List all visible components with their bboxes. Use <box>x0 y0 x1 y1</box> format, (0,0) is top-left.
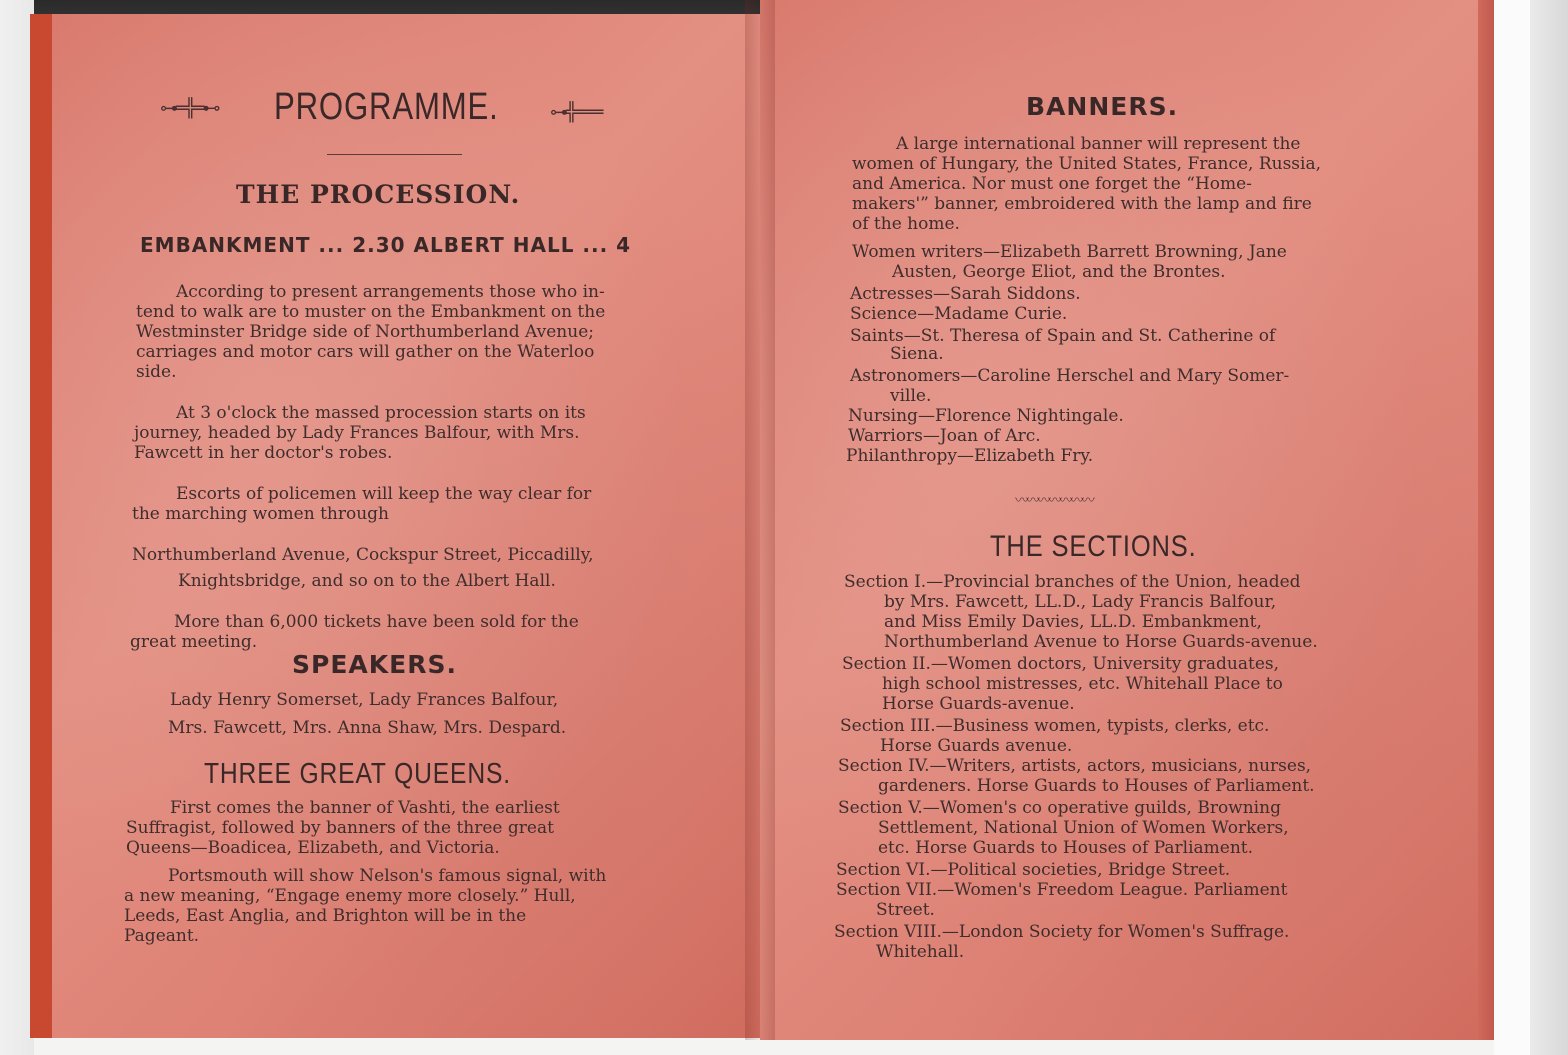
scanner-edge <box>1530 0 1568 1055</box>
banners-intro-line: and America. Nor must one forget the “Home- <box>852 174 1252 194</box>
section-line: Section II.—Women doctors, University graduates, <box>842 654 1280 674</box>
para5-line: great meeting. <box>130 632 258 652</box>
banner-item: Astronomers—Caroline Herschel and Mary Somer- <box>850 366 1290 386</box>
section-line: Section VIII.—London Society for Women's Suffrage. <box>834 922 1290 942</box>
section-line: Section I.—Provincial branches of the Union, headed <box>844 572 1301 592</box>
banner-item: Science—Madame Curie. <box>850 304 1068 324</box>
section-line: Whitehall. <box>876 942 965 962</box>
para3-line: Escorts of policemen will keep the way clear for <box>176 484 592 504</box>
section-line: by Mrs. Fawcett, LL.D., Lady Francis Balfour, <box>884 592 1277 612</box>
banner-item: Philanthropy—Elizabeth Fry. <box>846 446 1094 466</box>
para7-line: Pageant. <box>124 926 200 946</box>
section-line: Section III.—Business women, typists, clerks, etc. <box>840 716 1270 736</box>
section-line: Section VII.—Women's Freedom League. Parliament <box>836 880 1288 900</box>
section-line: Street. <box>876 900 935 920</box>
banner-item: Warriors—Joan of Arc. <box>848 426 1041 446</box>
banner-item: Saints—St. Theresa of Spain and St. Catherine of <box>850 326 1276 346</box>
para2-line: Fawcett in her doctor's robes. <box>134 443 393 463</box>
banner-item: Austen, George Eliot, and the Brontes. <box>892 262 1226 282</box>
para2-line: journey, headed by Lady Frances Balfour, with Mrs. <box>134 423 580 443</box>
para5-line: More than 6,000 tickets have been sold for the <box>174 612 579 632</box>
page-edge <box>1478 0 1494 1040</box>
right-page <box>760 0 1495 1040</box>
book-spine <box>745 0 775 1040</box>
section-line: Settlement, National Union of Women Workers, <box>878 818 1289 838</box>
para6-line: Queens—Boadicea, Elizabeth, and Victoria. <box>126 838 500 858</box>
wavy-divider-icon: 〰〰〰〰〰〰〰 <box>1015 493 1092 509</box>
section-line: gardeners. Horse Guards to Houses of Parliament. <box>878 776 1315 796</box>
para7-line: Portsmouth will show Nelson's famous signal, with <box>168 866 607 886</box>
route-line: EMBANKMENT ... 2.30 ALBERT HALL ... 4 <box>140 233 632 257</box>
title-rule <box>327 154 462 155</box>
banners-intro-line: A large international banner will represent the <box>896 134 1301 154</box>
para7-line: a new meaning, “Engage enemy more closely.” Hull, <box>124 886 576 906</box>
para1-line: side. <box>136 362 177 382</box>
para2-line: At 3 o'clock the massed procession starts on its <box>176 403 586 423</box>
ornament-right-icon: ⊶╬═══ <box>550 102 602 123</box>
para6-line: First comes the banner of Vashti, the earliest <box>170 798 560 818</box>
speakers-line: Mrs. Fawcett, Mrs. Anna Shaw, Mrs. Despard. <box>168 718 567 738</box>
banner-item: Women writers—Elizabeth Barrett Browning, Jane <box>852 242 1287 262</box>
scanner-margin <box>0 0 34 1055</box>
banner-item: Nursing—Florence Nightingale. <box>848 406 1124 426</box>
section-line: Section IV.—Writers, artists, actors, musicians, nurses, <box>838 756 1312 776</box>
section-line: high school mistresses, etc. Whitehall Place to <box>882 674 1283 694</box>
para7-line: Leeds, East Anglia, and Brighton will be in the <box>124 906 527 926</box>
para1-line: carriages and motor cars will gather on the Waterloo <box>136 342 595 362</box>
section-line: Horse Guards-avenue. <box>882 694 1075 714</box>
banner-item: ville. <box>890 386 932 406</box>
para4-line: Knightsbridge, and so on to the Albert Hall. <box>178 571 556 591</box>
sections-heading: THE SECTIONS. <box>990 530 1197 563</box>
banner-item: Siena. <box>890 344 944 364</box>
section-line: Northumberland Avenue to Horse Guards-avenue. <box>884 632 1318 652</box>
section-line: etc. Horse Guards to Houses of Parliament. <box>878 838 1254 858</box>
banner-item: Actresses—Sarah Siddons. <box>850 284 1081 304</box>
para6-line: Suffragist, followed by banners of the three great <box>126 818 554 838</box>
banners-intro-line: of the home. <box>852 214 960 234</box>
para1-line: Westminster Bridge side of Northumberland Avenue; <box>136 322 594 342</box>
speakers-heading: SPEAKERS. <box>292 650 457 679</box>
banners-intro-line: women of Hungary, the United States, France, Russia, <box>852 154 1322 174</box>
section-line: Section VI.—Political societies, Bridge Street. <box>836 860 1231 880</box>
section-line: Horse Guards avenue. <box>880 736 1073 756</box>
programme-title: PROGRAMME. <box>274 86 499 128</box>
para1-line: According to present arrangements those who in- <box>176 282 605 302</box>
section-line: and Miss Emily Davies, LL.D. Embankment, <box>884 612 1262 632</box>
banners-intro-line: makers'” banner, embroidered with the lamp and fire <box>852 194 1312 214</box>
procession-heading: THE PROCESSION. <box>236 180 521 209</box>
section-line: Section V.—Women's co operative guilds, Browning <box>838 798 1281 818</box>
speakers-line: Lady Henry Somerset, Lady Frances Balfour, <box>170 690 559 710</box>
ornament-left-icon: ⊶═╬═⊷ <box>160 98 219 119</box>
para1-line: tend to walk are to muster on the Embankment on the <box>136 302 606 322</box>
para4-line: Northumberland Avenue, Cockspur Street, Piccadilly, <box>132 545 594 565</box>
para3-line: the marching women through <box>132 504 390 524</box>
queens-heading: THREE GREAT QUEENS. <box>204 758 511 790</box>
left-page <box>30 14 760 1038</box>
banners-heading: BANNERS. <box>1026 92 1179 121</box>
